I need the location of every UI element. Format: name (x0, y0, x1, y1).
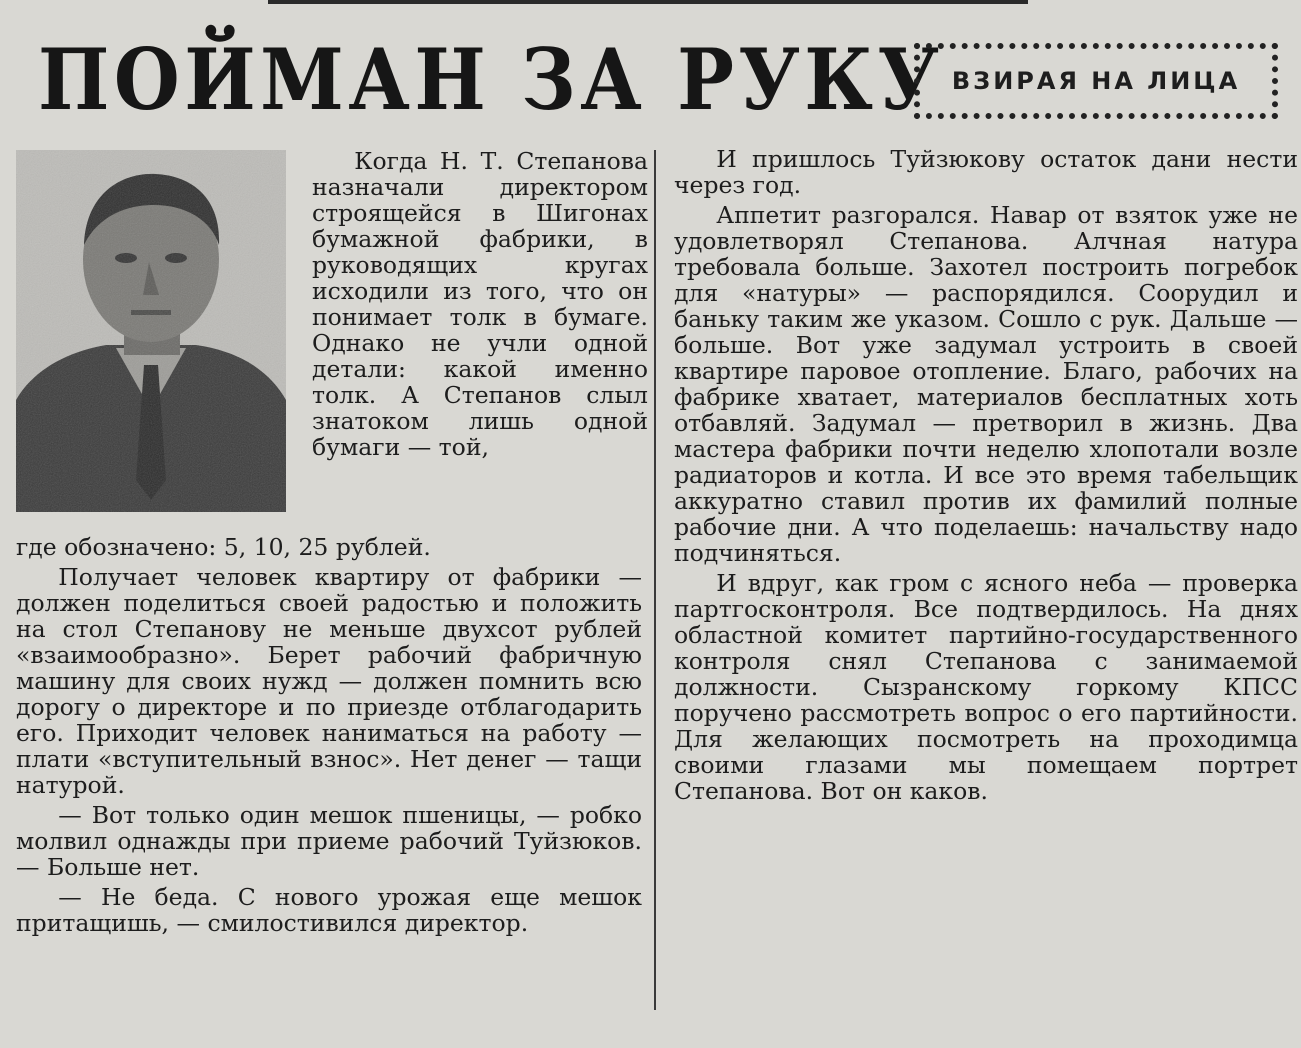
rubric-box (914, 43, 1278, 119)
right-paragraph: И вдруг, как гром с ясного неба — проверка партгосконтроля. Все подтвердилось. На днях областной комитет партийно-государственного контроля снял Степанова с занимаемой должности. Сызранскому горкому КПСС поручено рассмотреть вопрос о его партийности. Для желающих посмотреть на проходимца своими глазами мы помещаем портрет Степанова. Вот он каков. (674, 569, 1298, 805)
portrait-photo-icon (16, 150, 286, 512)
right-paragraph: И пришлось Туйзюкову остаток дани нести через год. (674, 145, 1298, 199)
rubric-label: ВЗИРАЯ НА ЛИЦА (951, 67, 1241, 95)
column-divider (654, 150, 656, 1010)
right-column (674, 146, 1298, 804)
headline: ПОЙМАН ЗА РУКУ (38, 30, 944, 129)
left-paragraph: Получает человек квартиру от фабрики — должен поделиться своей радостью и положить на стол Степанову не меньше двухсот рублей «взаимообразно». Берет рабочий фабричную машину для своих нужд — должен помнить всю дорогу о директоре и по приезде отблагодарить его. Приходит человек наниматься на работу — плати «вступительный взнос». Нет денег — тащи натурой. (16, 563, 642, 799)
top-rule (268, 0, 1028, 4)
left-paragraph: — Вот только один мешок пшеницы, — робко молвил однажды при приеме рабочий Туйзюков. — Больше нет. (16, 801, 642, 881)
lead-paragraph (312, 148, 648, 460)
portrait-photo (16, 150, 286, 512)
left-column (16, 534, 642, 936)
left-paragraph: где обозначено: 5, 10, 25 рублей. (16, 533, 431, 561)
lead-paragraph-text: Когда Н. Т. Степанова назначали директором строящейся в Шигонах бумажной фабрики, в руководящих кругах исходили из того, что он понимает толк в бумаге. Однако не учли одной детали: какой именно толк. А Степанов слыл знатоком лишь одной бумаги — той, (312, 147, 648, 461)
left-paragraph: — Не беда. С нового урожая еще мешок притащишь, — смилостивился директор. (16, 883, 642, 937)
right-paragraph: Аппетит разгорался. Навар от взяток уже не удовлетворял Степанова. Алчная натура требовала больше. Захотел построить погребок для «натуры» — распорядился. Соорудил и баньку таким же указом. Сошло с рук. Дальше — больше. Вот уже задумал устроить в своей квартире паровое отопление. Благо, рабочих на фабрике хватает, материалов бесплатных хоть отбавляй. Задумал — претворил в жизнь. Два мастера фабрики почти неделю хлопотали возле радиаторов и котла. И все это время табельщик аккуратно ставил против их фамилий полные рабочие дни. А что поделаешь: начальству надо подчиняться. (674, 201, 1298, 567)
